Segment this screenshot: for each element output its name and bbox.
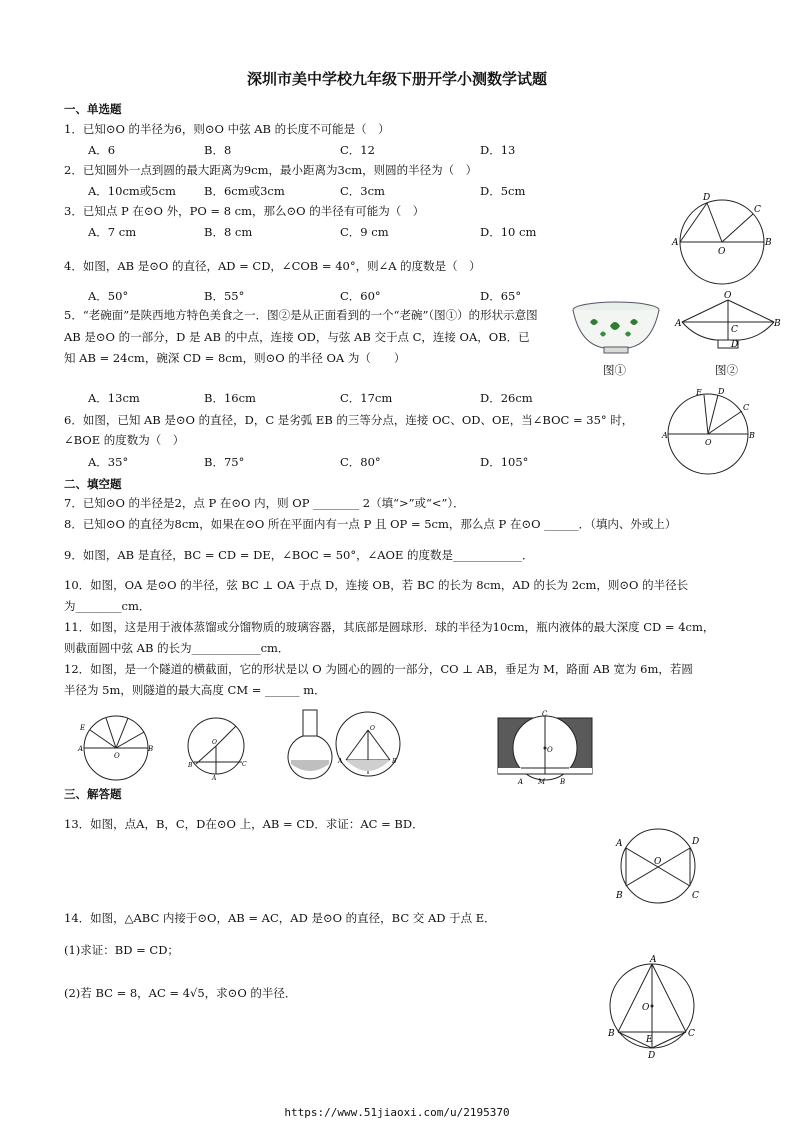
svg-text:O: O	[642, 1003, 650, 1013]
question-5-line-1: 5．“老碗面”是陕西地方特色美食之一．图②是从正面看到的一个“老碗”（图①）的形状示意图	[64, 308, 538, 322]
svg-text:A: A	[212, 775, 217, 782]
q6-option-b: B．75°	[204, 455, 245, 469]
svg-text:M: M	[538, 778, 546, 786]
svg-text:E: E	[646, 1035, 653, 1045]
svg-text:C: C	[692, 891, 699, 901]
question-11-line-2: 则截面圆中弦 AB 的长为____________cm．	[64, 641, 290, 655]
question-3: 3．已知点 P 在⊙O 外，PO = 8 cm，那么⊙O 的半径有可能为（ ）	[64, 204, 425, 218]
q14-figure	[604, 952, 700, 1060]
svg-text:D: D	[731, 340, 739, 350]
q6-option-c: C．80°	[340, 455, 381, 469]
question-14-line-1: 14．如图，△ABC 内接于⊙O，AB = AC，AD 是⊙O 的直径，BC 交 AD 于点 E．	[64, 911, 496, 925]
section-heading-3: 三、解答题	[64, 787, 122, 801]
q2-option-a: A．10cm或5cm	[88, 184, 176, 198]
q2-option-d: D．5cm	[480, 184, 526, 198]
bowl-figure-2-caption: 图②	[715, 363, 738, 377]
q13-figure	[612, 826, 706, 908]
svg-text:O: O	[705, 438, 712, 447]
question-5-line-2: AB 是⊙O 的一部分，D 是 AB 的中点，连接 OD，与弦 AB 交于点 C，连接 OA，OB．已	[64, 330, 530, 344]
label-c: C	[754, 205, 761, 215]
q2-option-c: C．3cm	[340, 184, 385, 198]
q4-figure	[672, 188, 772, 292]
footer-url[interactable]: https://www.51jiaoxi.com/u/2195370	[284, 1106, 510, 1119]
q3-option-c: C．9 cm	[340, 225, 389, 239]
q1-option-a: A．6	[88, 143, 116, 157]
page-title: 深圳市美中学校九年级下册开学小测数学试题	[246, 70, 547, 88]
question-6-line-1: 6．如图，已知 AB 是⊙O 的直径，D，C 是劣弧 EB 的三等分点，连接 OC、OD、OE，当∠BOC = 35° 时，	[64, 413, 634, 427]
question-10-line-1: 10．如图，OA 是⊙O 的半径，弦 BC ⊥ OA 于点 D，连接 OB，若 BC 的长为 8cm，AD 的长为 2cm，则⊙O 的半径长	[64, 578, 689, 592]
question-14-part-1: (1)求证：BD = CD；	[64, 943, 179, 957]
section-heading-2: 二、填空题	[64, 477, 122, 491]
svg-text:A: A	[518, 778, 524, 786]
question-12-line-2: 半径为 5m，则隧道的最大高度 CM = ______ m．	[64, 683, 326, 697]
q3-option-d: D．10 cm	[480, 225, 537, 239]
q11-flask-figure	[284, 708, 336, 780]
svg-text:A: A	[338, 758, 343, 765]
svg-text:O: O	[114, 752, 120, 760]
svg-text:C: C	[242, 761, 247, 768]
q6-option-a: A．35°	[88, 455, 129, 469]
q2-option-b: B．6cm或3cm	[204, 184, 285, 198]
svg-text:C: C	[743, 403, 750, 412]
q4-option-b: B．55°	[204, 289, 245, 303]
label-b: B	[765, 238, 772, 248]
q12-tunnel-figure	[494, 708, 596, 788]
svg-text:A: A	[662, 431, 668, 440]
question-4: 4．如图，AB 是⊙O 的直径，AD = CD，∠COB = 40°，则∠A 的度数是（ ）	[64, 259, 481, 273]
svg-text:C: C	[688, 1029, 695, 1039]
svg-text:O: O	[212, 739, 217, 746]
svg-text:O: O	[370, 725, 375, 732]
q1-option-d: D．13	[480, 143, 516, 157]
label-a: A	[672, 238, 679, 248]
q4-option-d: D．65°	[480, 289, 522, 303]
q3-option-a: A．7 cm	[88, 225, 137, 239]
svg-text:D: D	[692, 837, 700, 847]
question-13: 13．如图，点A，B，C，D在⊙O 上，AB = CD．求证：AC = BD．	[64, 817, 424, 831]
q4-option-c: C．60°	[340, 289, 381, 303]
q5-option-c: C．17cm	[340, 391, 393, 405]
svg-text:C: C	[731, 325, 738, 335]
q4-option-a: A．50°	[88, 289, 129, 303]
svg-text:B: B	[392, 758, 397, 765]
svg-text:B: B	[188, 762, 193, 769]
question-12-line-1: 12．如图，是一个隧道的横截面，它的形状是以 O 为圆心的圆的一部分，CO ⊥ AB，垂足为 M，路面 AB 宽为 6m，若圆	[64, 662, 693, 676]
bowl-diagram-figure	[676, 292, 780, 356]
question-1: 1．已知⊙O 的半径为6，则⊙O 中弦 AB 的长度不可能是（ ）	[64, 122, 390, 136]
q11-section-figure	[334, 708, 404, 780]
label-d: D	[703, 193, 711, 203]
svg-text:E: E	[696, 388, 702, 397]
question-11-line-1: 11．如图，这是用于液体蒸馏或分馏物质的玻璃容器，其底部是圆球形．球的半径为10cm，瓶内液体的最大深度 CD = 4cm，	[64, 620, 715, 634]
svg-text:B: B	[148, 745, 154, 753]
question-2: 2．已知圆外一点到圆的最大距离为9cm，最小距离为3cm，则圆的半径为（ ）	[64, 163, 478, 177]
q9-figure	[76, 710, 158, 782]
svg-text:C: C	[542, 710, 548, 718]
svg-text:B: B	[616, 891, 623, 901]
bowl-figure-1-caption: 图①	[603, 363, 626, 377]
q6-figure	[662, 386, 766, 480]
svg-text:O: O	[654, 857, 662, 867]
q5-option-a: A．13cm	[88, 391, 140, 405]
question-10-line-2: 为________cm．	[64, 599, 151, 613]
bowl-photo-figure	[570, 300, 662, 360]
svg-text:O: O	[724, 291, 732, 301]
svg-text:A: A	[675, 319, 682, 329]
svg-text:A: A	[78, 745, 84, 753]
question-7: 7．已知⊙O 的半径是2，点 P 在⊙O 内，则 OP ________ 2（填“>”或“<”）．	[64, 496, 465, 510]
q1-option-c: C．12	[340, 143, 375, 157]
q10-figure	[186, 714, 250, 780]
question-5-line-3: 知 AB = 24cm，碗深 CD = 8cm，则⊙O 的半径 OA 为（ ）	[64, 351, 406, 365]
q3-option-b: B．8 cm	[204, 225, 253, 239]
question-9: 9．如图，AB 是直径，BC = CD = DE，∠BOC = 50°，∠AOE 的度数是____________．	[64, 548, 534, 562]
svg-text:D: D	[648, 1051, 656, 1061]
svg-text:B: B	[749, 431, 755, 440]
svg-text:O: O	[547, 746, 553, 754]
q5-option-d: D．26cm	[480, 391, 533, 405]
question-14-part-2: (2)若 BC = 8，AC = 4√5，求⊙O 的半径．	[64, 986, 297, 1000]
svg-text:B: B	[608, 1029, 615, 1039]
q1-option-b: B．8	[204, 143, 232, 157]
svg-text:D: D	[718, 387, 725, 396]
svg-text:B: B	[774, 319, 781, 329]
label-o: O	[718, 247, 726, 257]
svg-text:A: A	[616, 839, 623, 849]
question-6-line-2: ∠BOE 的度数为（ ）	[64, 433, 185, 447]
svg-text:E: E	[80, 724, 86, 732]
q5-option-b: B．16cm	[204, 391, 256, 405]
section-heading-1: 一、单选题	[64, 102, 122, 116]
svg-text:B: B	[560, 778, 566, 786]
q6-option-d: D．105°	[480, 455, 529, 469]
question-8: 8．已知⊙O 的直径为8cm，如果在⊙O 所在平面内有一点 P 且 OP = 5cm，那么点 P 在⊙O ______．（填内、外或上）	[64, 517, 677, 531]
svg-text:A: A	[650, 955, 657, 965]
